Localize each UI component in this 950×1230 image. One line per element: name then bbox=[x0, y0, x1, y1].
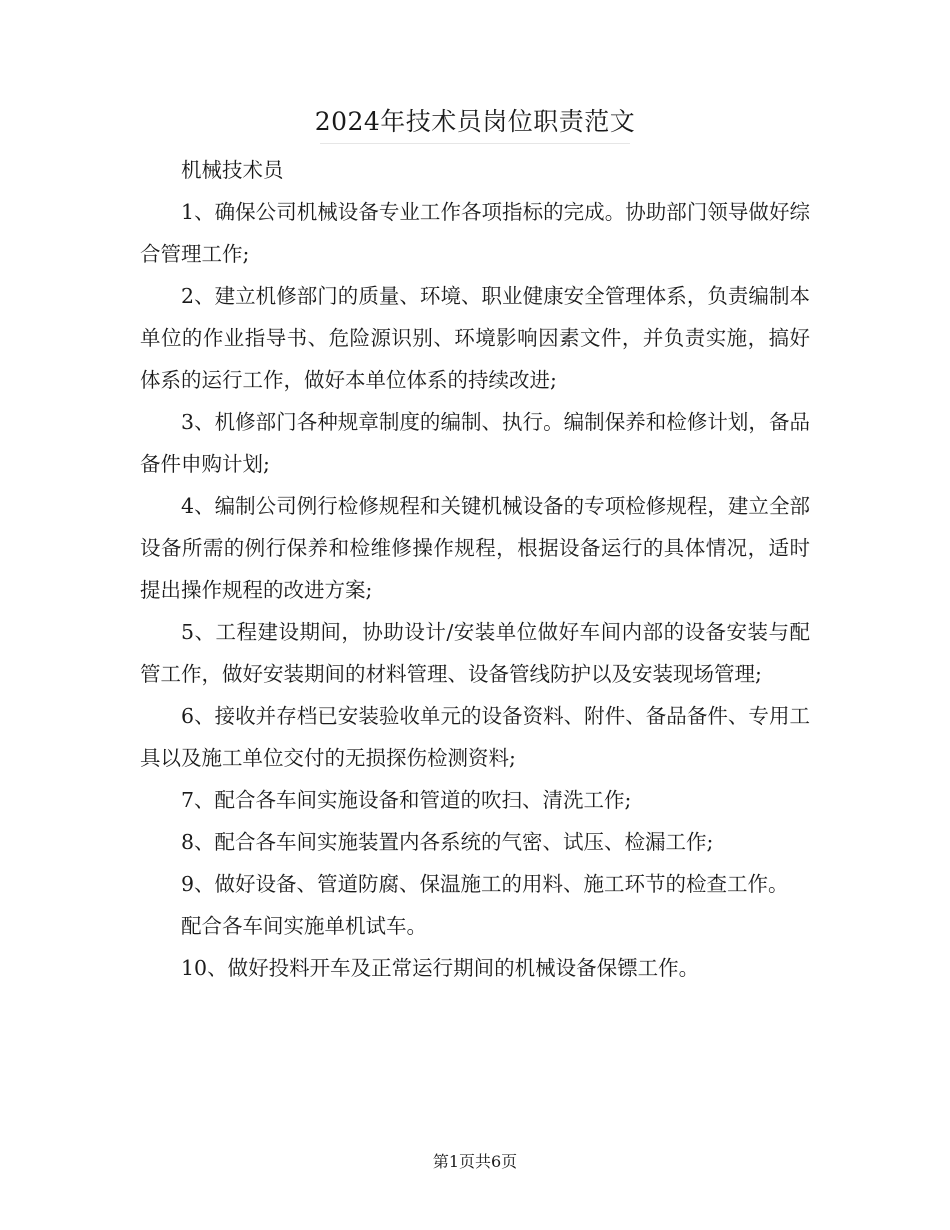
page-number: 第1页共6页 bbox=[432, 1152, 518, 1171]
page-title: 2024年技术员岗位职责范文 bbox=[314, 107, 636, 136]
paragraph-item-4: 4、编制公司例行检修规程和关键机械设备的专项检修规程，建立全部设备所需的例行保养和检维修操作规程，根据设备运行的具体情况，适时提出操作规程的改进方案; bbox=[140, 494, 810, 602]
paragraph-item-10: 10、做好投料开车及正常运行期间的机械设备保镖工作。 bbox=[181, 956, 700, 980]
document-body bbox=[140, 149, 810, 989]
paragraph-item-1: 1、确保公司机械设备专业工作各项指标的完成。协助部门领导做好综合管理工作; bbox=[140, 200, 810, 266]
paragraph-item-7: 7、配合各车间实施设备和管道的吹扫、清洗工作; bbox=[181, 788, 632, 812]
paragraph-item-9: 9、做好设备、管道防腐、保温施工的用料、施工环节的检查工作。 bbox=[181, 872, 789, 896]
paragraph-heading: 机械技术员 bbox=[181, 158, 284, 182]
paragraph-item-3: 3、机修部门各种规章制度的编制、执行。编制保养和检修计划，备品备件申购计划; bbox=[140, 410, 810, 476]
paragraph-item-5: 5、工程建设期间，协助设计/安装单位做好车间内部的设备安装与配管工作，做好安装期间的材料管理、设备管线防护以及安装现场管理; bbox=[140, 620, 810, 686]
paragraph-item-6: 6、接收并存档已安装验收单元的设备资料、附件、备品备件、专用工具以及施工单位交付的无损探伤检测资料; bbox=[140, 704, 810, 770]
paragraph-note: 配合各车间实施单机试车。 bbox=[181, 914, 427, 938]
paragraph-item-8: 8、配合各车间实施装置内各系统的气密、试压、检漏工作; bbox=[181, 830, 714, 854]
title-underline bbox=[320, 143, 630, 144]
paragraph-item-2: 2、建立机修部门的质量、环境、职业健康安全管理体系，负责编制本单位的作业指导书、危险源识别、环境影响因素文件，并负责实施，搞好体系的运行工作，做好本单位体系的持续改进; bbox=[140, 284, 810, 392]
